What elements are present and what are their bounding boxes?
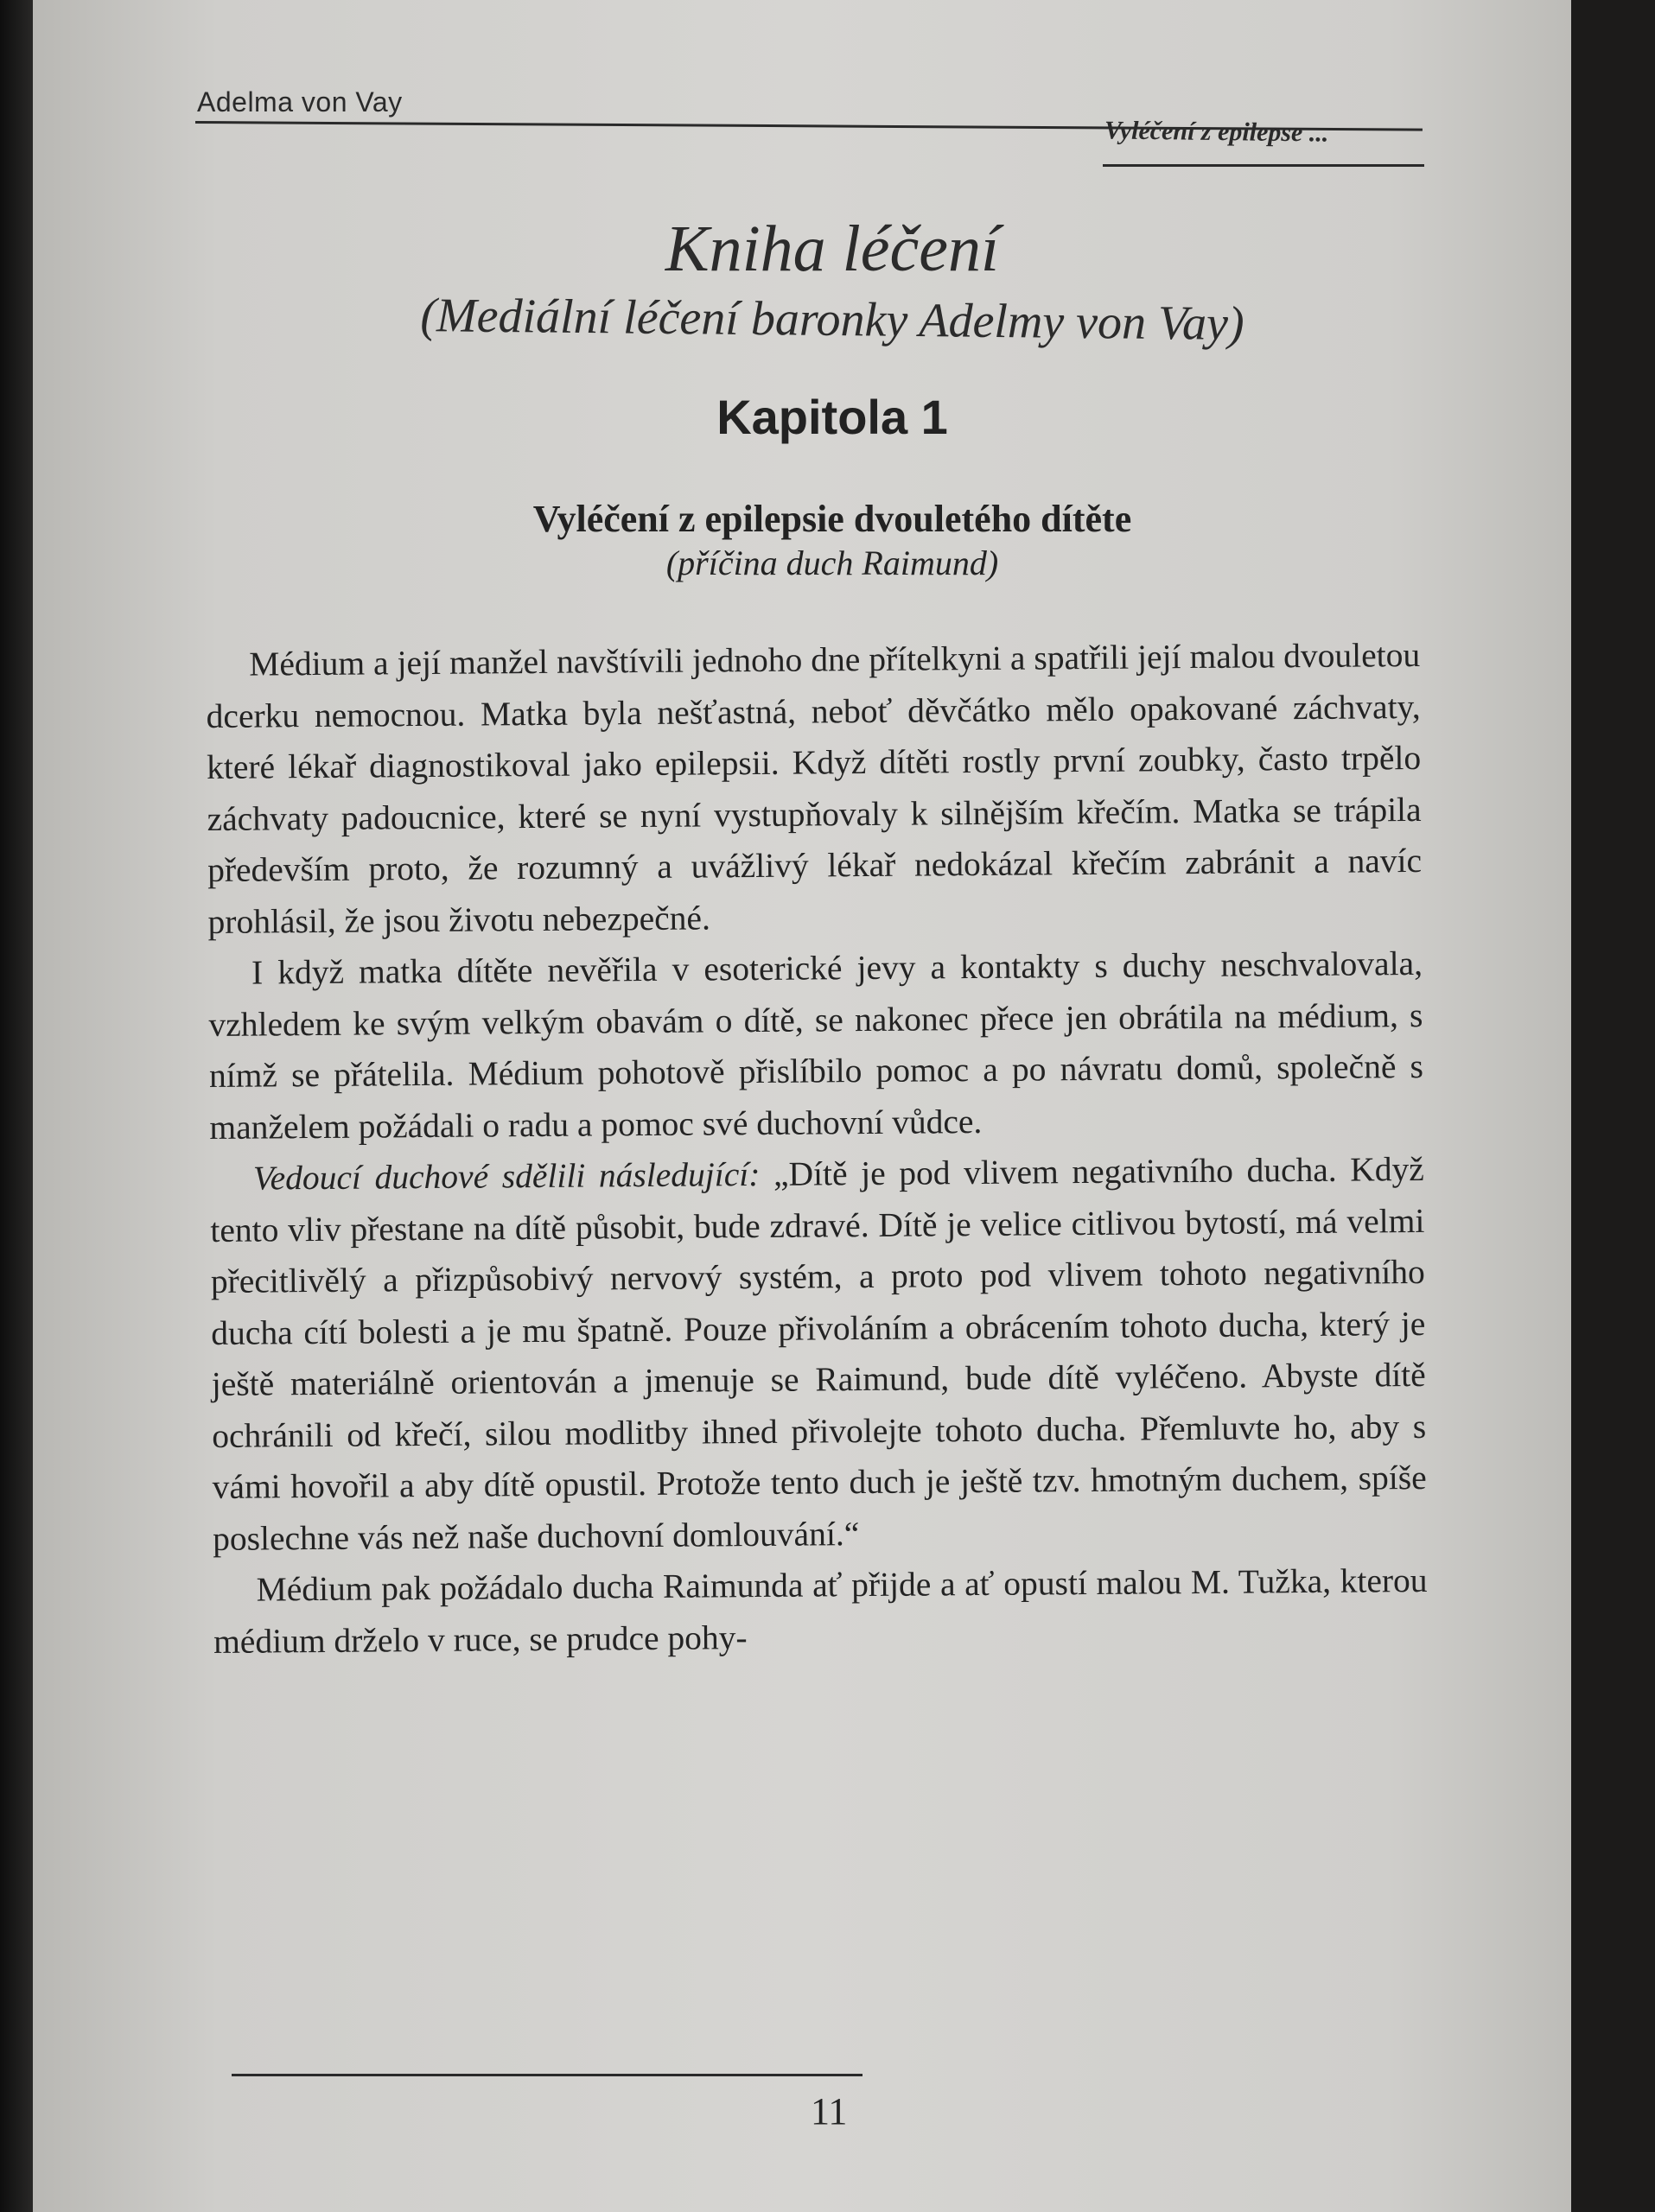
paragraph-4: Médium pak požádalo ducha Raimunda ať přijde a ať opustí malou M. Tužka, kterou médium drželo v ruce, se prudce pohy- bbox=[213, 1560, 1428, 1661]
book-subtitle: (Mediální léčení baronky Adelmy von Vay) bbox=[420, 289, 1244, 351]
paragraph-1: Médium a její manžel navštívili jednoho dne přítelkyni a spatřili její malou dvouletou dcerku nemocnou. Matka byla nešťastná, neboť děvčátko mělo opakované záchvaty, které lékař diagnostikoval jako epilepsii. Když dítěti rostly první zoubky, často trpělo záchvaty padoucnice, které se nyní vystupňovaly k silnějším křečím. Matka se trápila především proto, že rozumný a uvážlivý lékař nedokázal křečím zabránit a navíc prohlásil, že jsou životu nebezpečné. bbox=[206, 635, 1423, 941]
paragraph-3 bbox=[210, 1144, 1428, 1565]
page-number: 11 bbox=[811, 2090, 848, 2133]
paragraph-3-quote: „Dítě je pod vlivem negativního ducha. Když tento vliv přestane na dítě působit, bude zdravé. Dítě je velice citlivou bytostí, má velmi přecitlivělý a přizpůsobivý nervový systém, a proto pod vlivem tohoto negativního ducha cítí bolesti a je mu špatně. Pouze přivoláním a obrácením tohoto ducha, který je ještě materiálně orientován a jmenuje se Raimund, bude dítě vyléčeno. Abyste dítě ochránili od křečí, silou modlitby ihned přivolejte tohoto ducha. Přemluvte ho, aby s vámi hovořil a aby dítě opustil. Protože tento duch je ještě tzv. hmotným duchem, spíše poslechne vás než naše duchovní domlouvání.“ bbox=[210, 1149, 1427, 1558]
paragraph-3-speaker: Vedoucí duchové sdělili následující: bbox=[252, 1154, 761, 1198]
chapter-heading: Kapitola 1 bbox=[716, 390, 948, 444]
running-header-author: Adelma von Vay bbox=[197, 86, 403, 118]
footer-rule bbox=[232, 2074, 863, 2076]
body-text bbox=[206, 630, 1428, 1668]
section-cause: (příčina duch Raimund) bbox=[665, 543, 999, 582]
running-header-chapter: Vyléčení z epilepse ... bbox=[1104, 116, 1329, 148]
paragraph-2: I když matka dítěte nevěřila v esoterické jevy a kontakty s duchy neschvalovala, vzhledem ke svým velkým obavám o dítě, se nakonec přece jen obrátila na médium, s nímž se přátelila. Médium pohotově přislíbilo pomoc a po návratu domů, společně s manželem požádali o radu a pomoc své duchovní vůdce. bbox=[208, 944, 1424, 1147]
book-page bbox=[33, 0, 1571, 2212]
header-chapter-underline bbox=[1103, 164, 1424, 167]
book-title: Kniha léčení bbox=[665, 213, 1000, 285]
book-spine-shadow bbox=[0, 0, 35, 2212]
section-title: Vyléčení z epilepsie dvouletého dítěte bbox=[532, 498, 1132, 540]
